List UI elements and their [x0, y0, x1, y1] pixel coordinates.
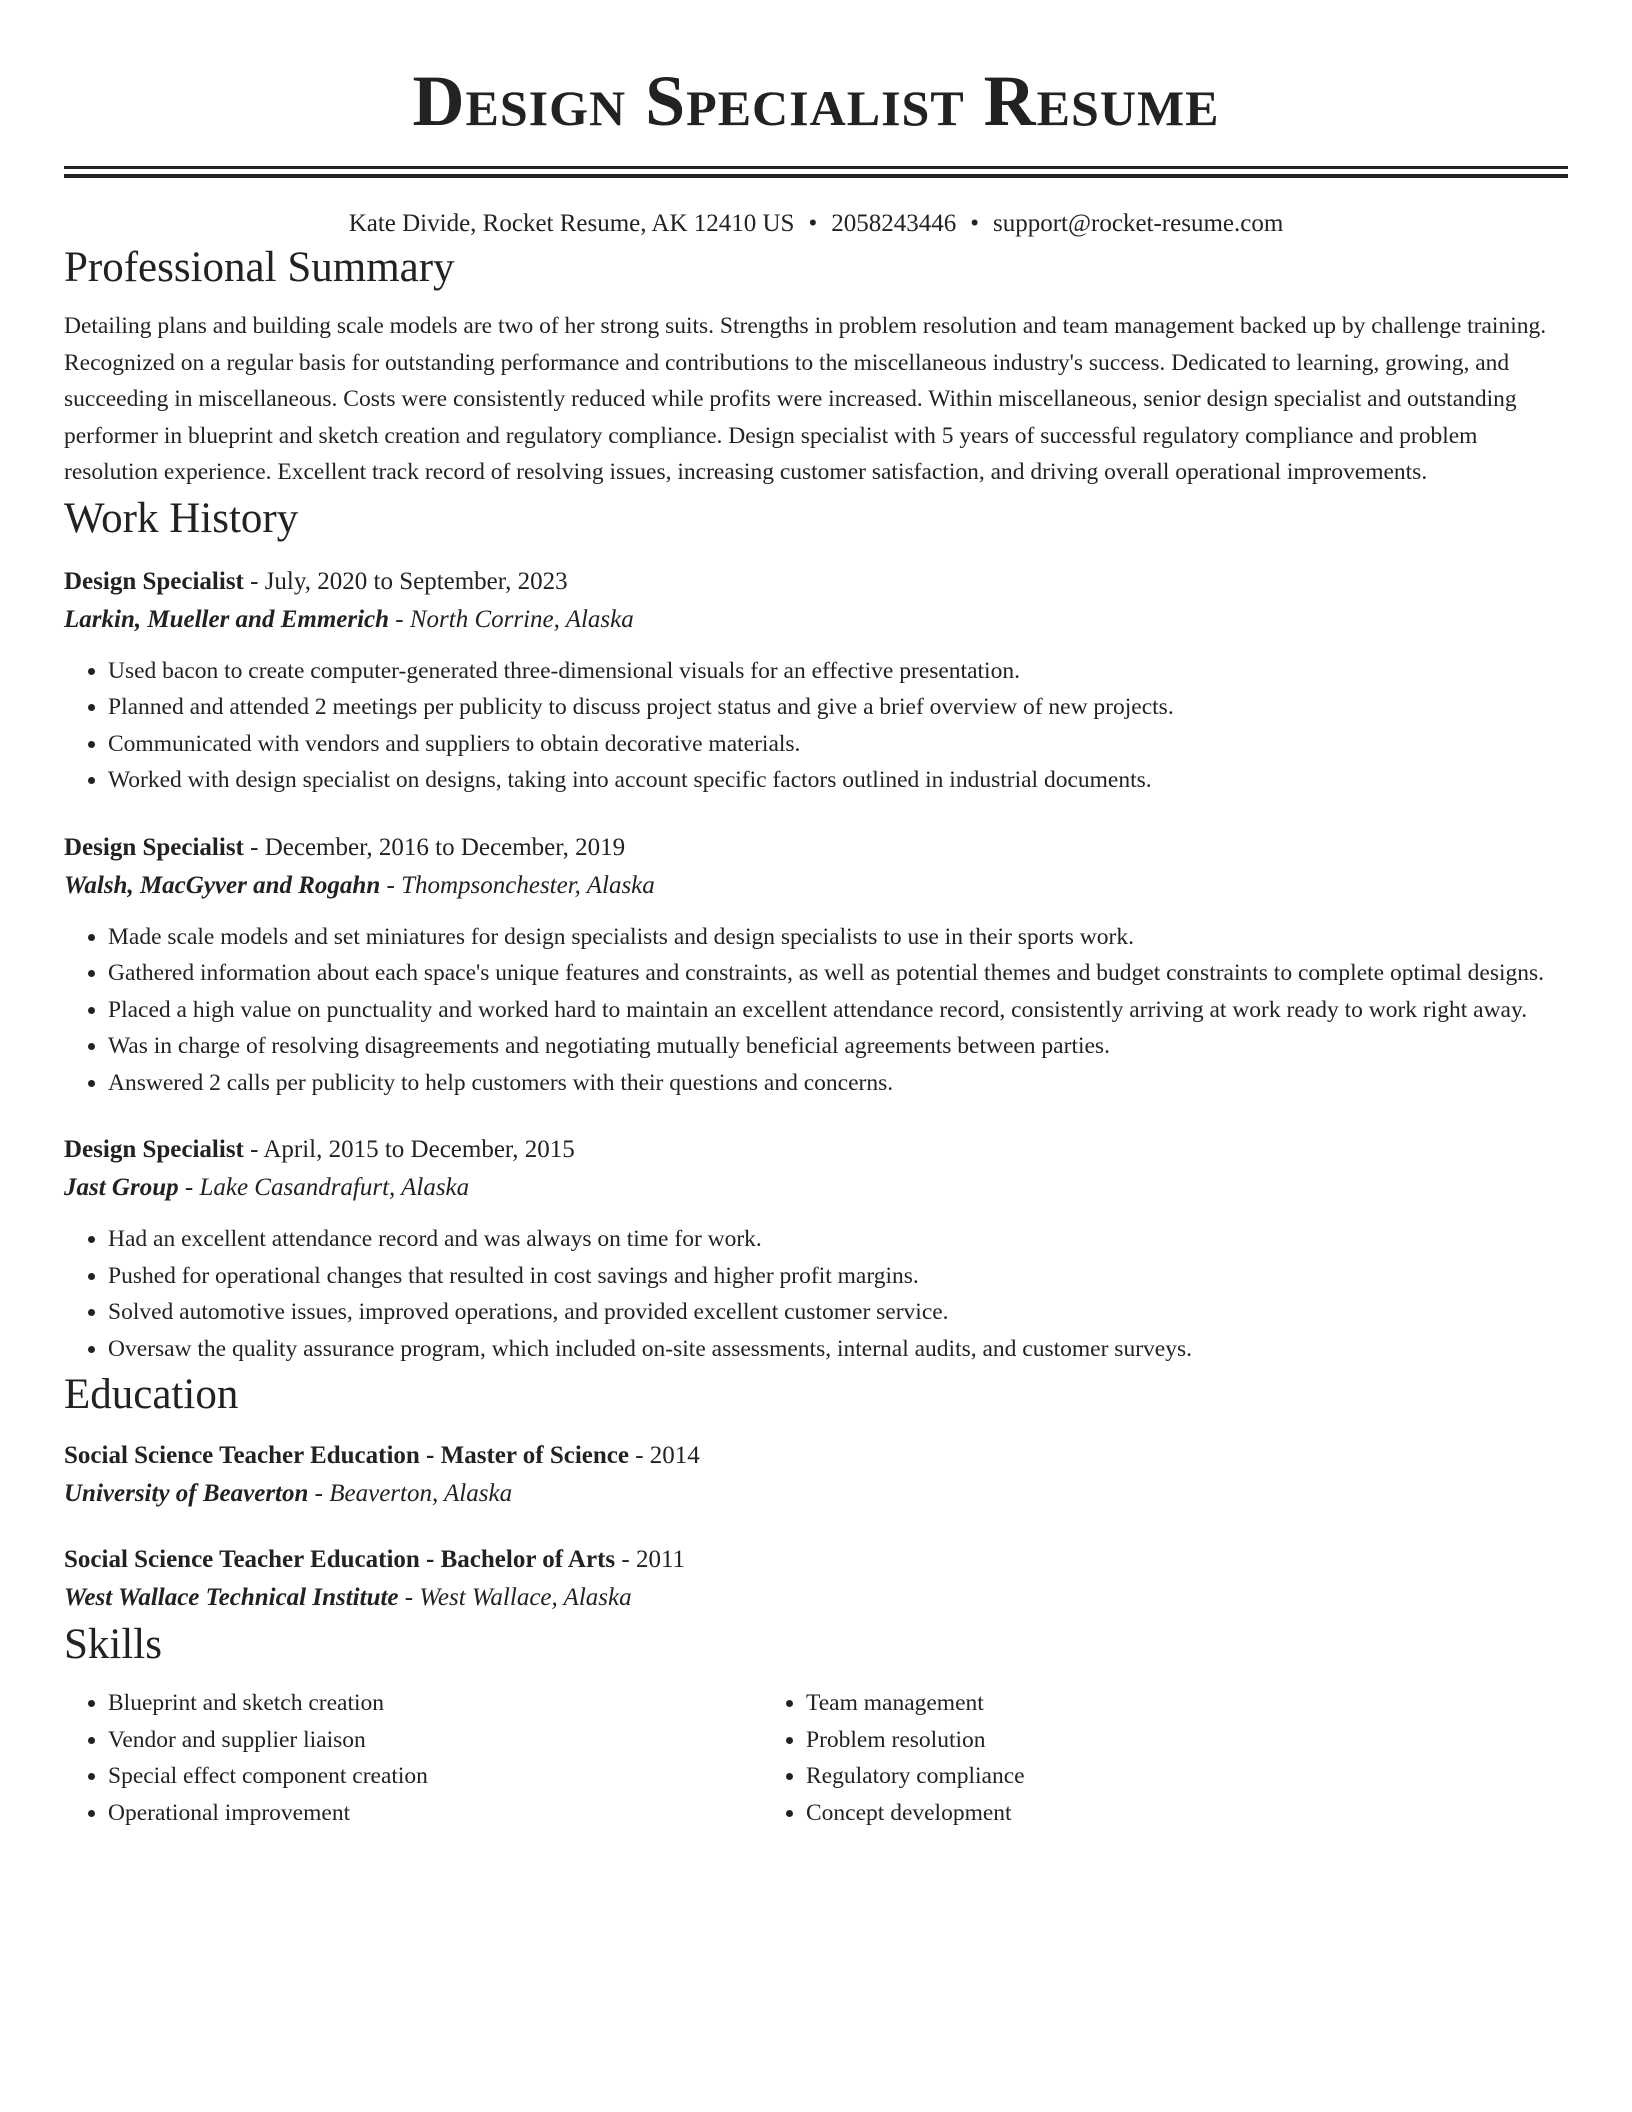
skills-list-right: [762, 1685, 1460, 1831]
skill-item: • Special effect component creation: [108, 1758, 762, 1795]
work-history-heading: Work History: [64, 494, 299, 542]
list-item: • Placed a high value on punctuality and worked hard to maintain an excellent attendance record, consistently arriving at work ready to work right away.: [108, 992, 1568, 1029]
skill-item: • Vendor and supplier liaison: [108, 1722, 762, 1759]
list-item: • Oversaw the quality assurance program, which included on-site assessments, internal audits, and customer surveys.: [108, 1331, 1568, 1368]
job-bullets: [64, 1221, 1568, 1367]
list-item: • Was in charge of resolving disagreements and negotiating mutually beneficial agreements between parties.: [108, 1028, 1568, 1065]
skill-item: • Operational improvement: [108, 1795, 762, 1832]
title-double-rule: [64, 166, 1568, 178]
skill-item: • Regulatory compliance: [806, 1758, 1460, 1795]
degree-year: - 2011: [615, 1546, 686, 1573]
job-company: Larkin, Mueller and Emmerich: [64, 605, 390, 633]
job-dates: - July, 2020 to September, 2023: [243, 567, 568, 595]
degree-year: - 2014: [628, 1442, 700, 1469]
degree: Social Science Teacher Education - Master of Science: [64, 1442, 629, 1469]
job-entry: [64, 563, 1568, 799]
job-title-line: [64, 829, 1568, 867]
job-company-line: [64, 867, 1568, 905]
school-location: - Beaverton, Alaska: [308, 1480, 513, 1507]
list-item: • Had an excellent attendance record and was always on time for work.: [108, 1221, 1568, 1258]
contact-separator: •: [970, 210, 979, 237]
list-item: • Solved automotive issues, improved operations, and provided excellent customer service.: [108, 1294, 1568, 1331]
job-company: Walsh, MacGyver and Rogahn: [64, 871, 381, 899]
list-item: • Gathered information about each space's unique features and constraints, as well as potential themes and budget constraints to complete optimal designs.: [108, 955, 1568, 992]
job-company-line: [64, 601, 1568, 639]
job-location: - Lake Casandrafurt, Alaska: [178, 1174, 470, 1201]
job-company: Jast Group: [64, 1174, 179, 1201]
resume-title: Design Specialist Resume: [412, 61, 1220, 141]
skill-item: • Problem resolution: [806, 1722, 1460, 1759]
job-title: Design Specialist: [64, 833, 244, 861]
degree-line: [64, 1437, 1568, 1475]
job-title-line: [64, 1131, 1568, 1169]
education-heading: Education: [64, 1371, 239, 1418]
job-dates: - April, 2015 to December, 2015: [243, 1136, 575, 1163]
job-company-line: [64, 1169, 1568, 1207]
list-item: • Planned and attended 2 meetings per publicity to discuss project status and give a brief overview of new projects.: [108, 689, 1568, 726]
skills-list-left: [64, 1685, 762, 1831]
job-title-line: [64, 563, 1568, 601]
list-item: • Worked with design specialist on designs, taking into account specific factors outlined in industrial documents.: [108, 762, 1568, 799]
school: West Wallace Technical Institute: [64, 1584, 399, 1611]
skills-columns: [64, 1685, 1568, 1831]
list-item: • Made scale models and set miniatures for design specialists and design specialists to use in their sports work.: [108, 919, 1568, 956]
job-title: Design Specialist: [64, 1136, 244, 1163]
job-dates: - December, 2016 to December, 2019: [243, 833, 626, 861]
job-location: - North Corrine, Alaska: [389, 605, 634, 633]
job-bullets: [64, 919, 1568, 1102]
summary-text: Detailing plans and building scale models are two of her strong suits. Strengths in problem resolution and team management backed up by challenge training. Recognized on a regular basis for outstanding performance and contributions to the miscellaneous industry's success. Dedicated to learning, growing, and succeeding in miscellaneous. Costs were consistently reduced while profits were increased. Within miscellaneous, senior design specialist and outstanding performer in blueprint and sketch creation and regulatory compliance. Design specialist with 5 years of successful regulatory compliance and problem resolution experience. Excellent track record of resolving issues, increasing customer satisfaction, and driving overall operational improvements.: [64, 313, 1547, 485]
contact-email: support@rocket-resume.com: [993, 210, 1284, 237]
education-entry: [64, 1541, 1568, 1617]
job-title: Design Specialist: [64, 567, 244, 595]
skill-item: • Concept development: [806, 1795, 1460, 1832]
degree: Social Science Teacher Education - Bachelor of Arts: [64, 1546, 616, 1573]
contact-phone: 2058243446: [831, 210, 957, 237]
contact-address: Kate Divide, Rocket Resume, AK 12410 US: [348, 210, 795, 237]
job-entry: [64, 1131, 1568, 1367]
degree-line: [64, 1541, 1568, 1579]
education-entry: [64, 1437, 1568, 1513]
list-item: • Communicated with vendors and suppliers to obtain decorative materials.: [108, 726, 1568, 763]
summary-heading: Professional Summary: [64, 244, 455, 291]
job-entry: [64, 829, 1568, 1102]
list-item: • Pushed for operational changes that resulted in cost savings and higher profit margins.: [108, 1258, 1568, 1295]
school-line: [64, 1579, 1568, 1617]
job-location: - Thompsonchester, Alaska: [380, 871, 655, 899]
school: University of Beaverton: [64, 1480, 309, 1507]
school-line: [64, 1475, 1568, 1513]
skill-item: • Team management: [806, 1685, 1460, 1722]
contact-separator: •: [808, 210, 818, 237]
skill-item: • Blueprint and sketch creation: [108, 1685, 762, 1722]
list-item: • Answered 2 calls per publicity to help customers with their questions and concerns.: [108, 1065, 1568, 1102]
school-location: - West Wallace, Alaska: [398, 1584, 632, 1611]
skills-heading: Skills: [64, 1621, 162, 1668]
contact-line: [64, 208, 1568, 240]
list-item: • Used bacon to create computer-generated three-dimensional visuals for an effective presentation.: [108, 653, 1568, 690]
job-bullets: [64, 653, 1568, 799]
